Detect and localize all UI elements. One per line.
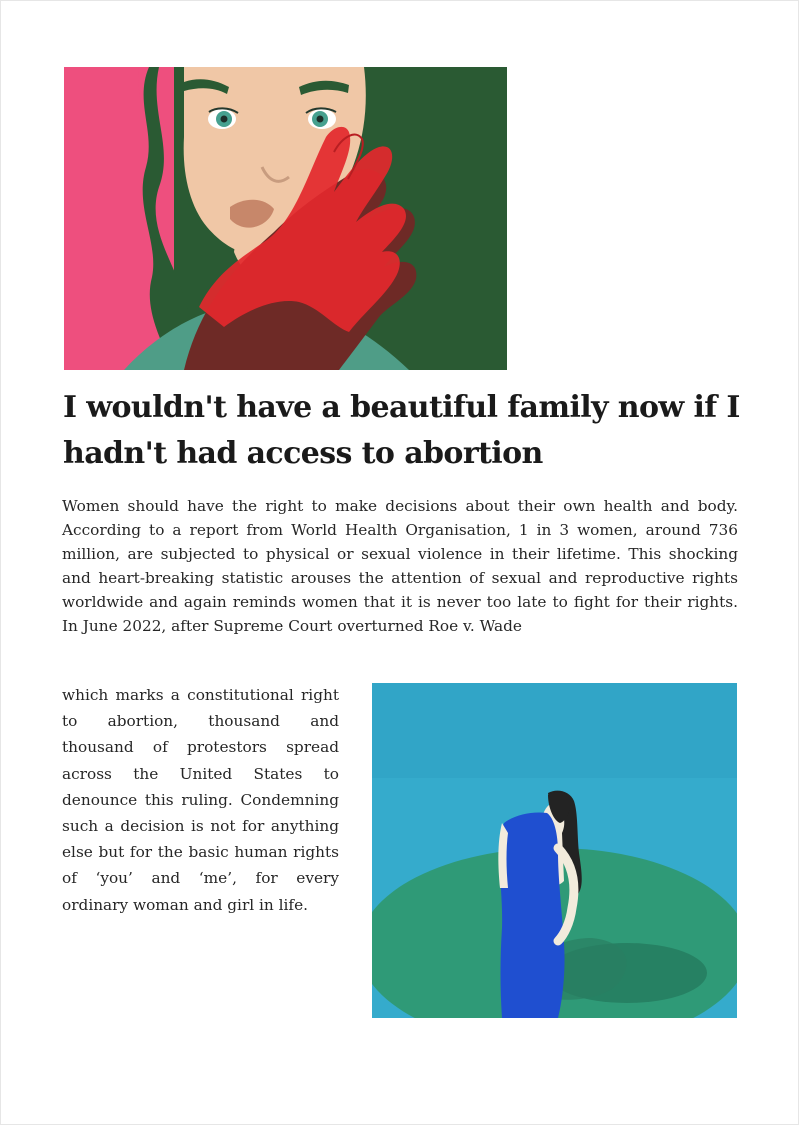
article-headline: I wouldn't have a beautiful family now if I hadn't had access to abortion [63,390,740,471]
article-continuation-paragraph: which marks a constitutional right to abortion, thousand and thousand of protestors spread across the United States to denounce this ruling. Condemning such a decision is not for anything else but for the basic human rights of ‘you’ and ‘me’, for every ordinary woman and girl in life. [62,686,339,914]
woman-covered-mouth-illustration [64,67,507,370]
hero-illustration [64,67,507,370]
article-intro-paragraph: Women should have the right to make decisions about their own health and body. According to a report from World Health Organisation, 1 in 3 women, around 736 million, are subjected to physical or sexual violence in their lifetime. This shocking and heart-breaking statistic arouses the attention of sexual and reproductive rights worldwide and again reminds women that it is never too late to fight for their rights. In June 2022, after Supreme Court overturned Roe v. Wade [62,497,738,635]
standing-woman-illustration [372,683,737,1018]
woman-in-blue-dress-illustration [372,683,737,1018]
